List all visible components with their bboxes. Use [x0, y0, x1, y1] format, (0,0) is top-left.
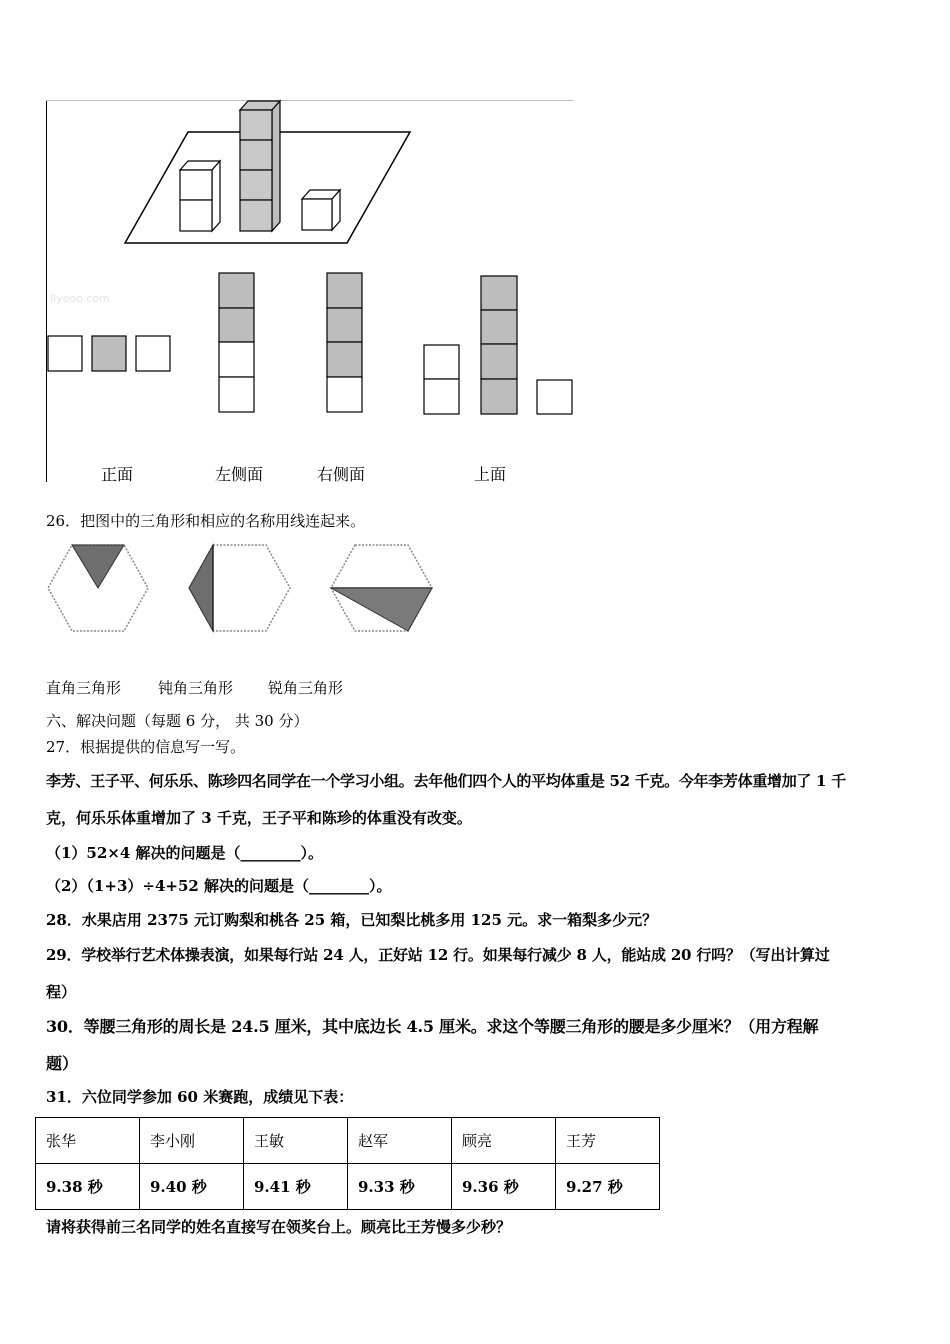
q27-body-line1: 李芳、王子平、何乐乐、陈珍四名同学在一个学习小组。去年他们四个人的平均体重是 52 千克。今年李芳体重增加了 1 千 — [46, 772, 846, 790]
triangle-name-acute: 锐角三角形 — [268, 679, 344, 697]
table-row-names — [36, 1118, 660, 1164]
table-cell-time: 9.33 秒 — [348, 1164, 452, 1210]
table-cell-name: 赵军 — [348, 1118, 452, 1164]
hexagon-1 — [48, 545, 148, 631]
q30-line2: 题） — [46, 1054, 79, 1073]
table-cell-time: 9.27 秒 — [556, 1164, 660, 1210]
table-cell-time: 9.40 秒 — [140, 1164, 244, 1210]
table-cell-name: 王芳 — [556, 1118, 660, 1164]
table-cell-name: 王敏 — [244, 1118, 348, 1164]
race-results-table — [35, 1117, 660, 1210]
table-cell-time: 9.36 秒 — [452, 1164, 556, 1210]
q26-text: 26．把图中的三角形和相应的名称用线连起来。 — [46, 512, 366, 530]
section-6-heading: 六、解决问题（每题 6 分， 共 30 分） — [46, 712, 309, 730]
q31-title: 31．六位同学参加 60 米赛跑，成绩见下表： — [46, 1088, 354, 1106]
q31-footer: 请将获得前三名同学的姓名直接写在领奖台上。顾亮比王芳慢多少秒？ — [46, 1218, 512, 1236]
table-cell-time: 9.41 秒 — [244, 1164, 348, 1210]
label-left-view: 左侧面 — [215, 465, 264, 484]
q30-line1: 30．等腰三角形的周长是 24.5 厘米，其中底边长 4.5 厘米。求这个等腰三角形的腰是多少厘米？（用方程解 — [46, 1017, 819, 1036]
hexagon-triangles-figure — [0, 0, 950, 650]
hexagon-2 — [189, 545, 290, 631]
q27-title: 27．根据提供的信息写一写。 — [46, 738, 246, 756]
q27-sub1: （1）52×4 解决的问题是（________）。 — [46, 844, 324, 862]
label-right-view: 右侧面 — [317, 465, 366, 484]
q28-text: 28．水果店用 2375 元订购梨和桃各 25 箱，已知梨比桃多用 125 元。求一箱梨多少元？ — [46, 911, 658, 929]
label-front-view: 正面 — [101, 465, 134, 484]
watermark: llyeoo.com — [50, 292, 110, 305]
q27-body-line2: 克，何乐乐体重增加了 3 千克，王子平和陈珍的体重没有改变。 — [46, 809, 472, 827]
hexagon-3 — [331, 545, 432, 631]
table-cell-name: 张华 — [36, 1118, 140, 1164]
q29-line1: 29．学校举行艺术体操表演，如果每行站 24 人，正好站 12 行。如果每行减少 8 人，能站成 20 行吗？（写出计算过 — [46, 946, 830, 964]
triangle-name-right: 直角三角形 — [46, 679, 122, 697]
table-cell-name: 顾亮 — [452, 1118, 556, 1164]
q29-line2: 程） — [46, 983, 77, 1001]
label-top-view: 上面 — [474, 465, 507, 484]
triangle-name-obtuse: 钝角三角形 — [158, 679, 234, 697]
table-row-times — [36, 1164, 660, 1210]
q27-sub2: （2）（1+3）÷4+52 解决的问题是（________）。 — [46, 877, 392, 895]
table-cell-name: 李小刚 — [140, 1118, 244, 1164]
table-cell-time: 9.38 秒 — [36, 1164, 140, 1210]
